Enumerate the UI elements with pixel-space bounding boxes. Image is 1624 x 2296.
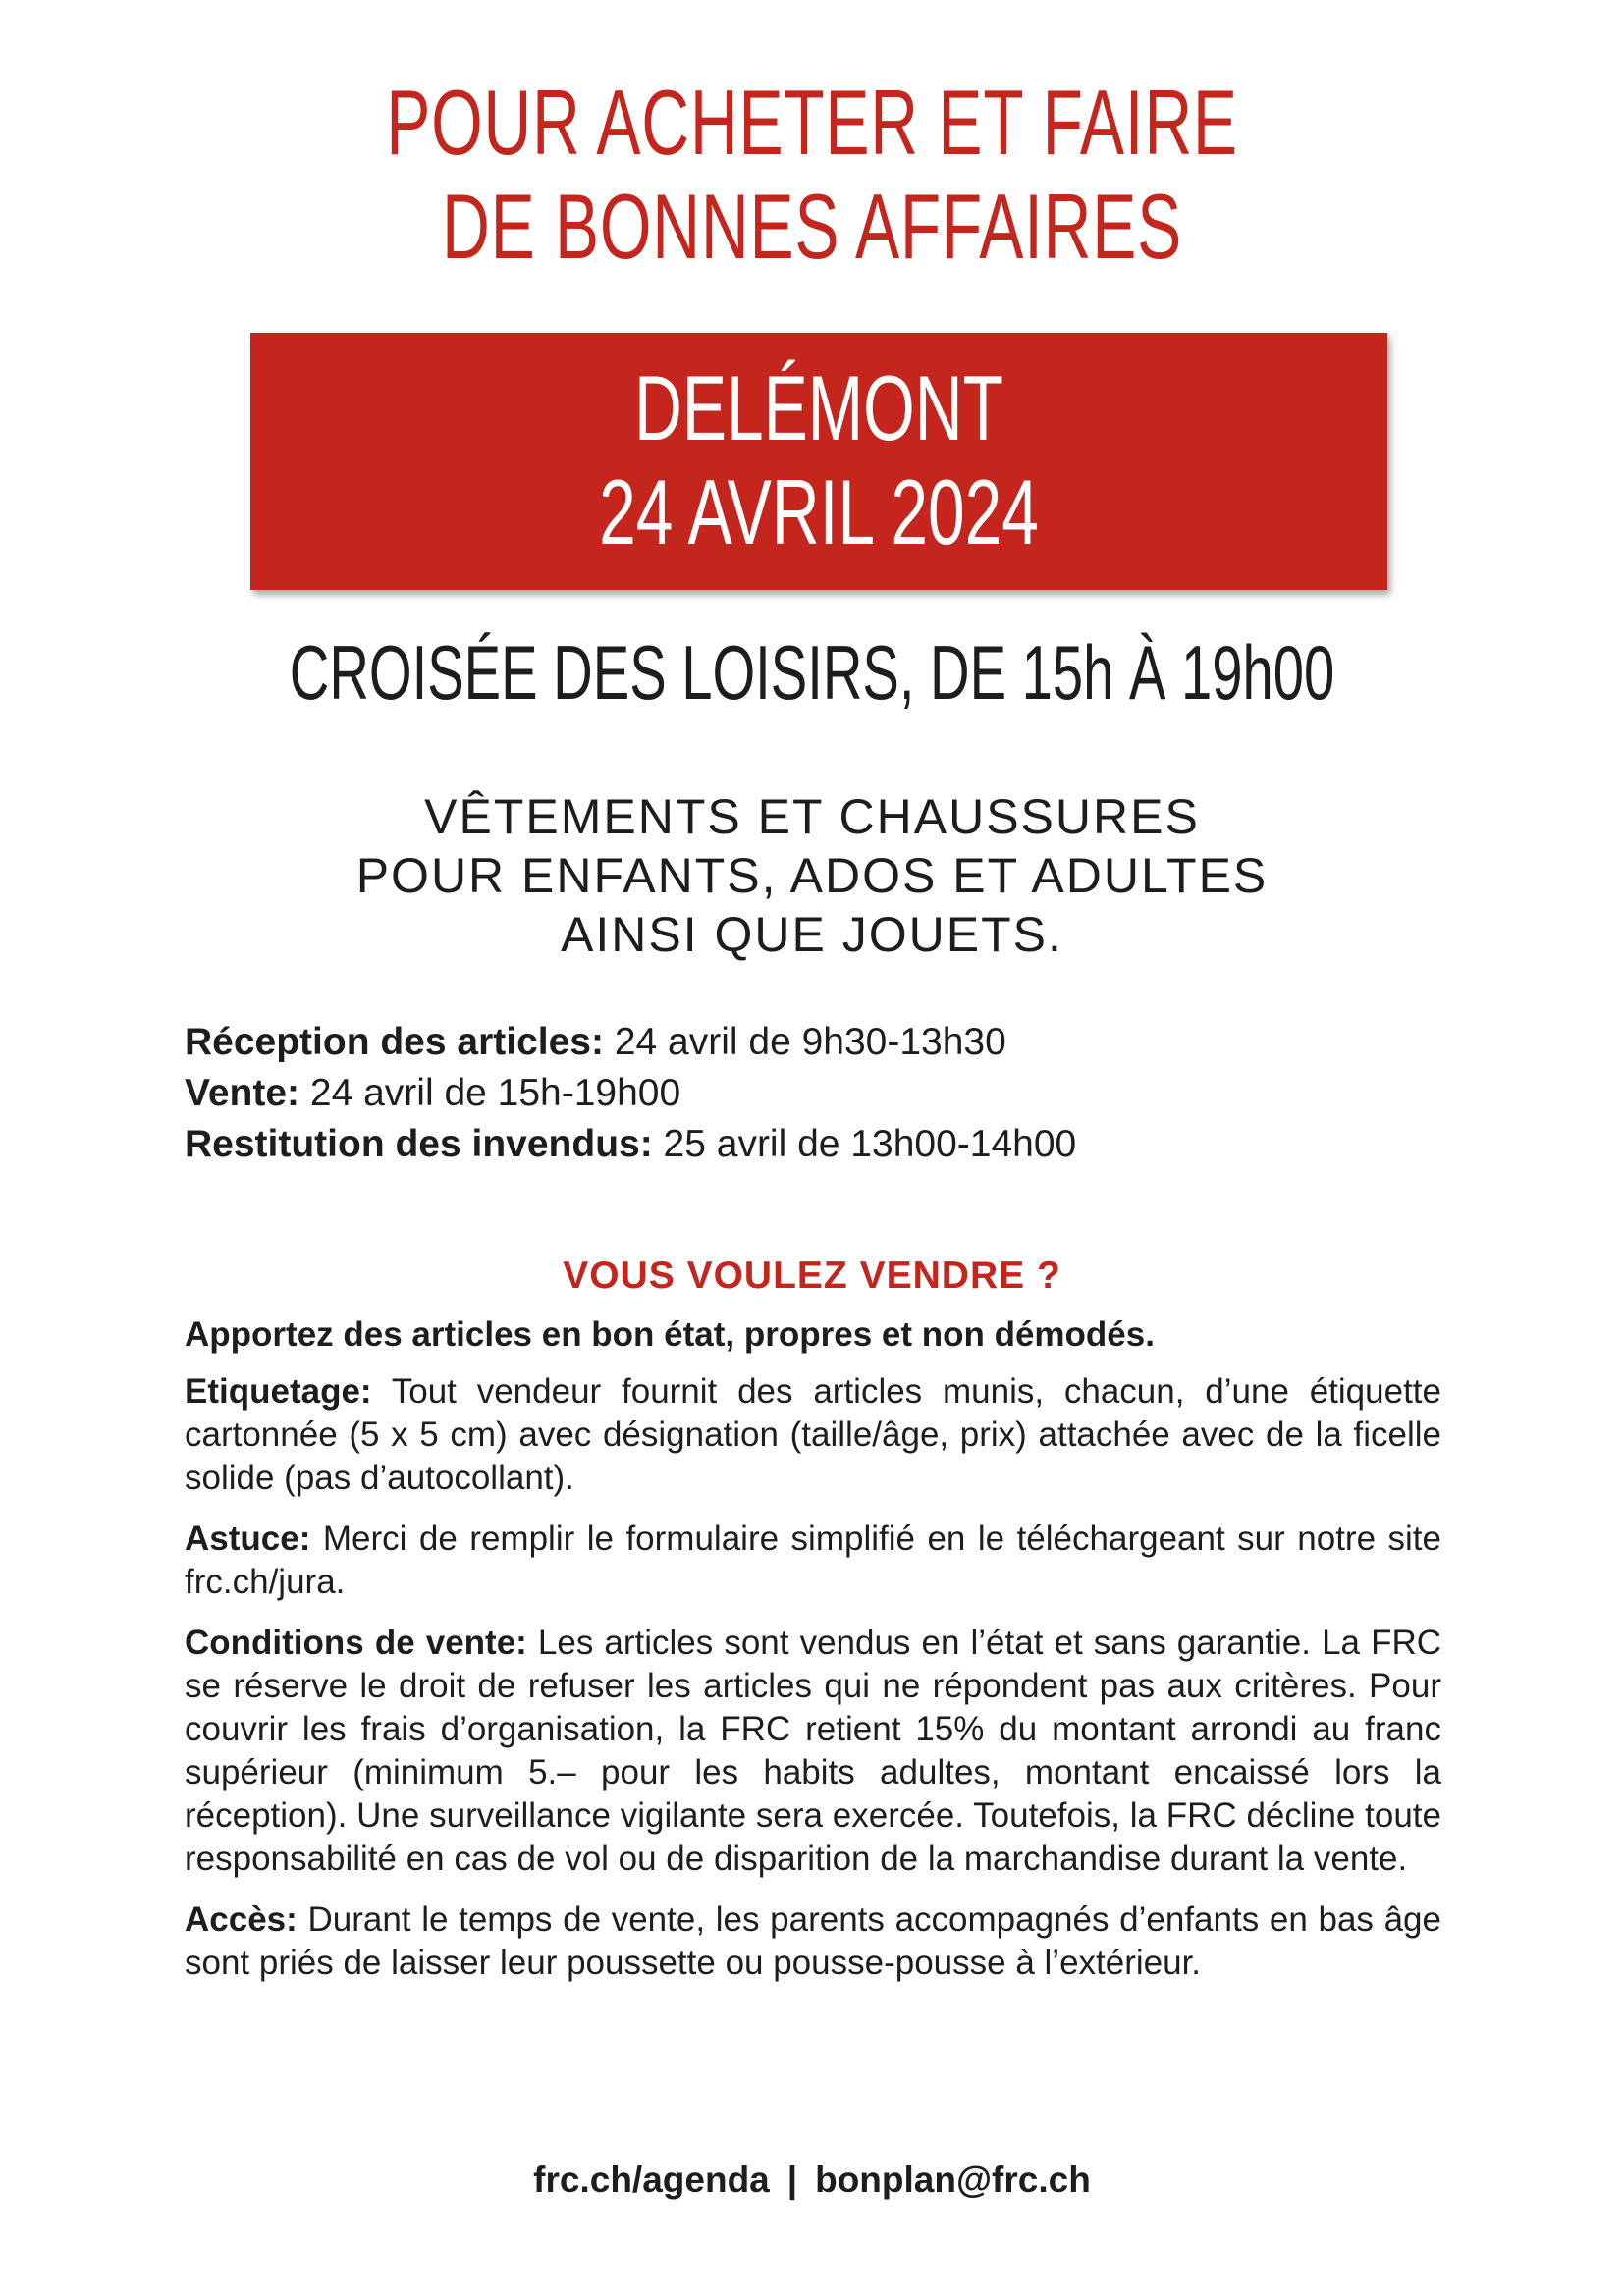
sell-section-body bbox=[185, 1313, 1441, 2002]
schedule-row-sale bbox=[185, 1068, 1451, 1119]
schedule-row-return bbox=[185, 1119, 1451, 1170]
headline-line-1: POUR ACHETER ET FAIRE bbox=[386, 71, 1238, 174]
sell-section-lead: Apportez des articles en bon état, propres et non démodés. bbox=[185, 1315, 1155, 1354]
agenda-link[interactable]: frc.ch/agenda bbox=[533, 2160, 770, 2200]
schedule-value: 24 avril de 9h30-13h30 bbox=[603, 1021, 1006, 1063]
venue-and-hours: CROISÉE DES LOISIRS, DE 15h À 19h00 bbox=[289, 629, 1335, 716]
schedule-label: Réception des articles: bbox=[185, 1021, 604, 1063]
schedule-label: Vente: bbox=[185, 1072, 300, 1114]
items-line-2: POUR ENFANTS, ADOS ET ADULTES bbox=[355, 848, 1269, 903]
paragraph-text: Les articles sont vendus en l’état et sans garantie. La FRC se réserve le droit de refuser les articles qui ne répondent pas aux critères. Pour couvrir les frais d’organisation, la FRC retient 15% du montant arrondi au franc supérieur (minimum 5.– pour les habits adultes, montant encaissé lors la réception). Une surveillance vigilante sera exercée. Toutefois, la FRC décline toute responsabilité en cas de vol ou de disparition de la marchandise durant la vente. bbox=[185, 1624, 1441, 1878]
event-city: DELÉMONT bbox=[633, 356, 1004, 459]
paragraph-label: Conditions de vente: bbox=[185, 1624, 527, 1662]
headline bbox=[228, 71, 1397, 279]
schedule-value: 25 avril de 13h00-14h00 bbox=[652, 1123, 1077, 1165]
headline-line-2: DE BONNES AFFAIRES bbox=[442, 175, 1182, 278]
paragraph-text: Tout vendeur fournit des articles munis, chacun, d’une étiquette cartonnée (5 x 5 cm) avec désignation (taille/âge, prix) attachée avec de la ficelle solide (pas d’autocollant). bbox=[185, 1372, 1441, 1497]
paragraph-conditions bbox=[185, 1622, 1441, 1881]
footer-separator: | bbox=[786, 2160, 798, 2200]
event-date: 24 AVRIL 2024 bbox=[599, 460, 1039, 563]
paragraph-access bbox=[185, 1898, 1441, 1985]
items-description bbox=[0, 787, 1624, 964]
schedule-value: 24 avril de 15h-19h00 bbox=[299, 1072, 681, 1114]
email-link[interactable]: bonplan@frc.ch bbox=[815, 2160, 1091, 2200]
paragraph-labelling bbox=[185, 1370, 1441, 1500]
paragraph-label: Etiquetage: bbox=[185, 1372, 372, 1411]
items-line-3: AINSI QUE JOUETS. bbox=[561, 907, 1063, 962]
footer-contact bbox=[0, 2158, 1624, 2203]
paragraph-text: Durant le temps de vente, les parents accompagnés d’enfants en bas âge sont priés de laisser leur poussette ou pousse-pousse à l’extérieur. bbox=[185, 1900, 1441, 1982]
event-date-box bbox=[250, 333, 1387, 590]
event-date-box-text bbox=[409, 356, 1228, 564]
schedule-label: Restitution des invendus: bbox=[185, 1123, 653, 1165]
paragraph-tip bbox=[185, 1518, 1441, 1604]
schedule-row-reception bbox=[185, 1017, 1451, 1068]
paragraph-label: Astuce: bbox=[185, 1520, 311, 1558]
sell-section-title: VOUS VOULEZ VENDRE ? bbox=[563, 1255, 1061, 1297]
paragraph-label: Accès: bbox=[185, 1900, 298, 1939]
paragraph-text: Merci de remplir le formulaire simplifié en le téléchargeant sur notre site frc.ch/jura. bbox=[185, 1520, 1441, 1601]
items-line-1: VÊTEMENTS ET CHAUSSURES bbox=[424, 789, 1200, 844]
schedule-list bbox=[185, 1017, 1451, 1170]
